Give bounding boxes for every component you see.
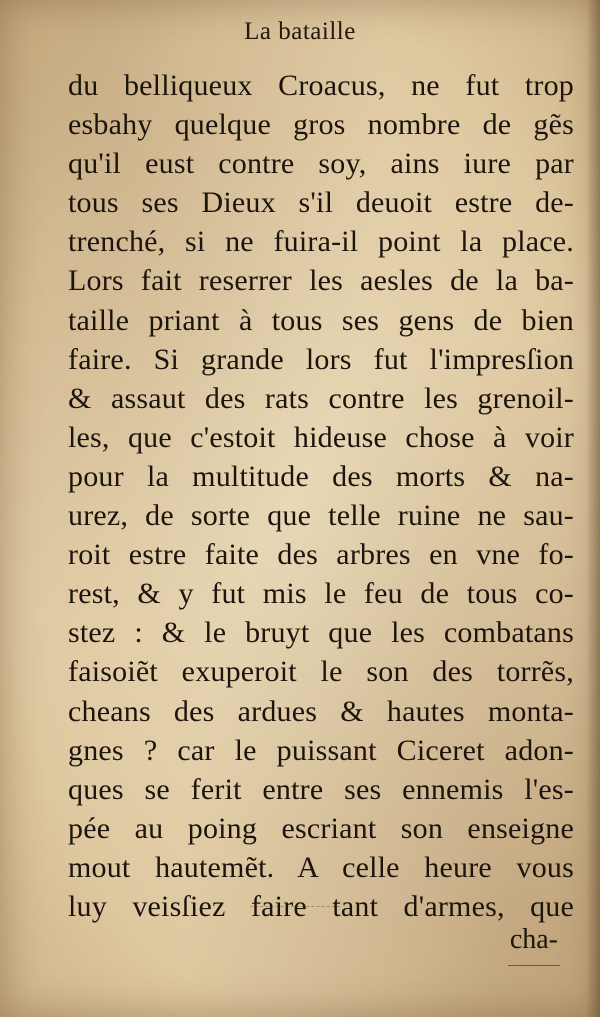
text-line: trenché, si ne fuira-il point la place. [68, 225, 574, 259]
text-line: faire. Si grande lors fut l'impresſion [68, 342, 574, 376]
running-head: La bataille [244, 18, 356, 45]
text-line: urez, de sorte que telle ruine ne sau- [68, 499, 574, 533]
text-line: roit estre faite des arbres en vne fo- [68, 538, 574, 572]
catchword-rule [508, 965, 560, 966]
text-line: rest, & y fut mis le feu de tous co- [68, 577, 574, 611]
text-line: mout hautemẽt. A celle heure vous [68, 850, 574, 884]
ink-bleed-mark [250, 906, 340, 907]
text-line: esbahy quelque gros nombre de gẽs [68, 108, 574, 142]
text-line: & assaut des rats contre les grenoil- [68, 381, 574, 415]
text-line: qu'il eust contre soy, ains iure par [68, 147, 574, 181]
text-line: pée au poing escriant son enseigne [68, 811, 574, 845]
body-text [68, 66, 574, 926]
text-line: gnes ? car le puissant Ciceret adon- [68, 733, 574, 767]
text-line: taille priant à tous ses gens de bien [68, 303, 574, 337]
text-line: cheans des ardues & hautes monta- [68, 694, 574, 728]
text-line: stez : & le bruyt que les combatans [68, 616, 574, 650]
catchword: cha- [509, 924, 558, 955]
text-line: Lors fait reserrer les aesles de la ba- [68, 264, 574, 298]
text-line: faisoiẽt exuperoit le son des torrẽs, [68, 655, 574, 689]
text-line: ques se ferit entre ses ennemis l'es- [68, 772, 574, 806]
text-line: luy veisſiez faire tant d'armes, que [68, 889, 574, 923]
page-edge-shadow [586, 0, 600, 1017]
text-line: les, que c'estoit hideuse chose à voir [68, 420, 574, 454]
text-line: du belliqueux Croacus, ne fut trop [68, 69, 574, 102]
text-line: tous ses Dieux s'il deuoit estre de- [68, 186, 574, 220]
text-line: pour la multitude des morts & na- [68, 459, 574, 493]
